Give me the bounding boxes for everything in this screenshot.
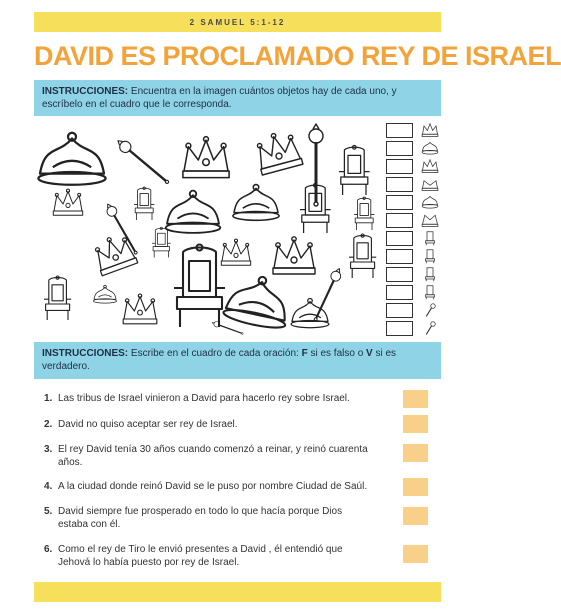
bottom-banner [34, 582, 441, 602]
throne-icon [418, 249, 442, 264]
answer-box[interactable] [403, 444, 428, 462]
top-banner [34, 12, 441, 32]
scepter-icon [418, 321, 442, 336]
throne-icon [418, 285, 442, 300]
answer-box[interactable] [403, 507, 428, 525]
page-title: DAVID ES PROCLAMADO REY DE ISRAEL [34, 41, 561, 71]
answer-box[interactable] [403, 545, 428, 563]
count-box[interactable] [386, 195, 413, 210]
count-box[interactable] [386, 177, 413, 192]
instructions-counting [34, 80, 441, 116]
count-box[interactable] [386, 321, 413, 336]
crown-icon [418, 123, 442, 138]
instructions-label: INSTRUCCIONES: [42, 86, 129, 97]
count-box[interactable] [386, 303, 413, 318]
statement-number: 1. [44, 393, 53, 404]
crown-icon [418, 213, 442, 228]
counting-key [386, 120, 446, 338]
statement-number: 3. [44, 444, 53, 455]
count-box[interactable] [386, 213, 413, 228]
count-box[interactable] [386, 123, 413, 138]
count-box[interactable] [386, 285, 413, 300]
instructions-text: Escribe en el cuadro de cada oración: [128, 348, 302, 359]
crown-icon [418, 141, 442, 156]
instructions-text-mid: si es falso o [307, 348, 367, 359]
statement-text: Las tribus de Israel vinieron a David para hacerlo rey sobre Israel. [58, 393, 350, 404]
count-box[interactable] [386, 267, 413, 282]
statement-number: 5. [44, 506, 53, 517]
statement-text: David siempre fue prosperado en todo lo que hacía porque Dios estaba con él. [58, 506, 343, 530]
crown-icon [418, 177, 442, 192]
instructions-text: Encuentra en la imagen cuántos objetos hay de cada uno, y escríbelo en el cuadro que le corresponda. [42, 86, 397, 110]
statement-text: A la ciudad donde reinó David se le puso por nombre Ciudad de Saúl. [58, 481, 368, 492]
count-box[interactable] [386, 249, 413, 264]
crown-icon [418, 159, 442, 174]
false-letter: F [301, 348, 308, 359]
throne-icon [418, 231, 442, 246]
scepter-icon [418, 303, 442, 318]
statement-number: 6. [44, 544, 53, 555]
true-letter: V [366, 348, 373, 359]
statement-number: 2. [44, 419, 53, 430]
count-box[interactable] [386, 231, 413, 246]
instructions-label: INSTRUCCIONES: [42, 348, 129, 359]
count-box[interactable] [386, 141, 413, 156]
crown-icon [418, 195, 442, 210]
statement-text: David no quiso aceptar ser rey de Israel. [58, 419, 238, 430]
throne-icon [418, 267, 442, 282]
answer-box[interactable] [403, 390, 428, 408]
instructions-true-false [34, 342, 441, 379]
count-box[interactable] [386, 159, 413, 174]
statement-number: 4. [44, 481, 53, 492]
answer-box[interactable] [403, 415, 428, 433]
scripture-reference: 2 SAMUEL 5:1-12 [189, 17, 286, 27]
instructions-text-end: si es verdadero. [42, 348, 397, 372]
answer-box[interactable] [403, 478, 428, 496]
crowns-scene-illustration [34, 120, 384, 338]
statement-text: El rey David tenía 30 años cuando comenzó a reinar, y reinó cuarenta años. [58, 444, 368, 468]
statement-text: Como el rey de Tiro le envió presentes a David , él entendió que Jehová lo había puesto por rey de Israel. [58, 544, 343, 568]
